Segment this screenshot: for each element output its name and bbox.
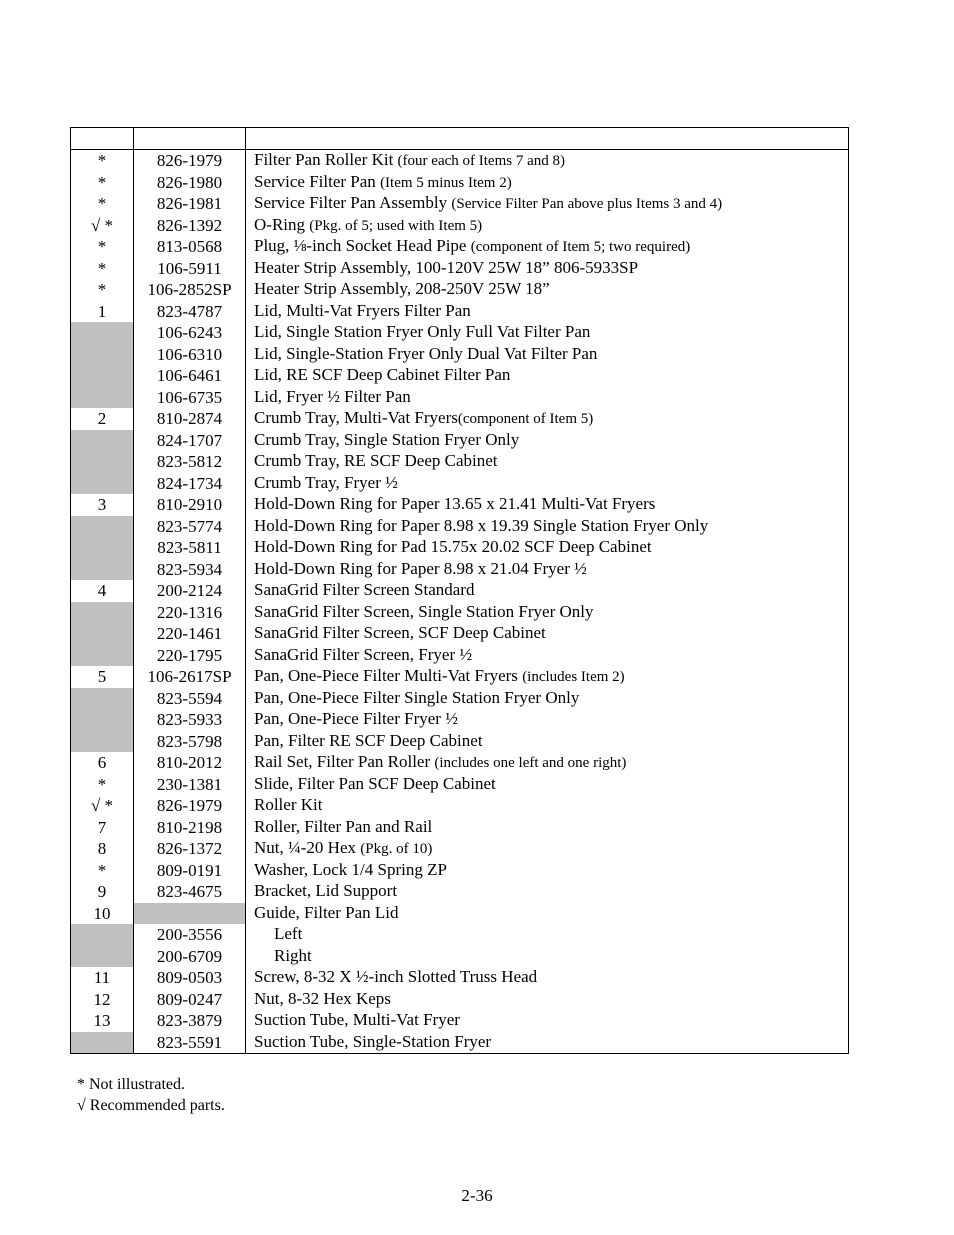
- description-text: Washer, Lock 1/4 Spring ZP: [254, 859, 447, 879]
- description-text: Pan, One-Piece Filter Fryer ½: [254, 709, 458, 729]
- description-text: Screw, 8-32 X ½-inch Slotted Truss Head: [254, 967, 538, 987]
- description-cell: [246, 774, 849, 796]
- table-row: [71, 881, 849, 903]
- table-row: [71, 623, 849, 645]
- table-row: [71, 946, 849, 968]
- description-note: (four each of Items 7 and 8): [397, 153, 565, 170]
- description-note: (component of Item 5): [457, 411, 594, 428]
- description-cell: [246, 1032, 849, 1054]
- description-note: (Item 5 minus Item 2): [380, 174, 512, 191]
- table-row: [71, 215, 849, 237]
- description-text: Hold-Down Ring for Pad 15.75x 20.02 SCF Deep Cabinet: [254, 537, 652, 557]
- item-number-cell: 1: [71, 301, 134, 323]
- table-row: [71, 473, 849, 495]
- part-number-cell: 810-2910: [134, 494, 246, 516]
- description-text: Lid, Multi-Vat Fryers Filter Pan: [254, 300, 471, 320]
- table-row: [71, 774, 849, 796]
- description-text: Left: [274, 924, 303, 944]
- part-number-cell: 809-0247: [134, 989, 246, 1011]
- page-number: 2-36: [461, 1186, 493, 1205]
- part-number-cell: 823-5594: [134, 688, 246, 710]
- item-number-cell: 4: [71, 580, 134, 602]
- table-row: [71, 193, 849, 215]
- description-cell: [246, 946, 849, 968]
- table-row: [71, 344, 849, 366]
- item-number-cell: [71, 559, 134, 581]
- table-row: [71, 1032, 849, 1054]
- description-text: Rail Set, Filter Pan Roller: [254, 752, 435, 772]
- item-number-cell: *: [71, 258, 134, 280]
- part-number-cell: 813-0568: [134, 236, 246, 258]
- item-number-cell: [71, 344, 134, 366]
- description-text: Hold-Down Ring for Paper 8.98 x 21.04 Fryer ½: [254, 558, 587, 578]
- description-cell: [246, 1010, 849, 1032]
- parts-table-body: [71, 128, 849, 1054]
- description-text: Crumb Tray, Fryer ½: [254, 472, 398, 492]
- table-row: [71, 258, 849, 280]
- item-number-cell: [71, 602, 134, 624]
- item-number-cell: [71, 451, 134, 473]
- description-cell: [246, 924, 849, 946]
- part-number-cell: 106-6310: [134, 344, 246, 366]
- table-row: [71, 860, 849, 882]
- item-number-cell: [71, 709, 134, 731]
- table-row: [71, 580, 849, 602]
- item-number-cell: [71, 322, 134, 344]
- part-number-cell: 824-1707: [134, 430, 246, 452]
- item-number-cell: *: [71, 774, 134, 796]
- item-number-cell: [71, 473, 134, 495]
- part-number-cell: 220-1316: [134, 602, 246, 624]
- part-number-cell: 823-3879: [134, 1010, 246, 1032]
- part-number-cell: 826-1979: [134, 795, 246, 817]
- item-number-cell: 3: [71, 494, 134, 516]
- description-text: Pan, Filter RE SCF Deep Cabinet: [254, 730, 483, 750]
- description-cell: [246, 322, 849, 344]
- description-text: O-Ring: [254, 214, 310, 234]
- part-number-cell: 826-1372: [134, 838, 246, 860]
- part-number-cell: 809-0503: [134, 967, 246, 989]
- table-row: [71, 150, 849, 172]
- header-cell-part-number: [134, 128, 246, 150]
- description-cell: [246, 623, 849, 645]
- item-number-cell: 6: [71, 752, 134, 774]
- description-cell: [246, 989, 849, 1011]
- table-row: [71, 924, 849, 946]
- part-number-cell: 809-0191: [134, 860, 246, 882]
- description-text: Pan, One-Piece Filter Single Station Fryer Only: [254, 687, 580, 707]
- part-number-cell: 823-5774: [134, 516, 246, 538]
- description-text: Heater Strip Assembly, 100-120V 25W 18” 806-5933SP: [254, 257, 639, 277]
- part-number-cell: 823-5933: [134, 709, 246, 731]
- table-row: [71, 709, 849, 731]
- description-cell: [246, 516, 849, 538]
- description-text: SanaGrid Filter Screen, Single Station Fryer Only: [254, 601, 594, 621]
- item-number-cell: 7: [71, 817, 134, 839]
- part-number-cell: 810-2012: [134, 752, 246, 774]
- table-row: [71, 236, 849, 258]
- item-number-cell: [71, 688, 134, 710]
- header-row: [71, 128, 849, 150]
- description-text: Nut, ¼-20 Hex: [254, 838, 361, 858]
- description-cell: [246, 666, 849, 688]
- description-cell: [246, 559, 849, 581]
- item-number-cell: *: [71, 279, 134, 301]
- item-number-cell: *: [71, 193, 134, 215]
- description-cell: [246, 817, 849, 839]
- description-cell: [246, 860, 849, 882]
- part-number-cell: 220-1795: [134, 645, 246, 667]
- item-number-cell: *: [71, 150, 134, 172]
- item-number-cell: *: [71, 172, 134, 194]
- part-number-cell: [134, 903, 246, 925]
- table-row: [71, 387, 849, 409]
- header-cell-item: [71, 128, 134, 150]
- item-number-cell: *: [71, 860, 134, 882]
- description-text: Lid, Fryer ½ Filter Pan: [254, 386, 411, 406]
- description-text: Hold-Down Ring for Paper 13.65 x 21.41 Multi-Vat Fryers: [254, 494, 656, 514]
- item-number-cell: 11: [71, 967, 134, 989]
- description-note: (includes one left and one right): [434, 755, 627, 772]
- item-number-cell: [71, 387, 134, 409]
- part-number-cell: 823-4675: [134, 881, 246, 903]
- item-number-cell: [71, 623, 134, 645]
- part-number-cell: 106-6735: [134, 387, 246, 409]
- description-text: Hold-Down Ring for Paper 8.98 x 19.39 Single Station Fryer Only: [254, 515, 709, 535]
- description-cell: [246, 752, 849, 774]
- part-number-cell: 823-5812: [134, 451, 246, 473]
- table-row: [71, 430, 849, 452]
- table-row: [71, 602, 849, 624]
- description-text: Slide, Filter Pan SCF Deep Cabinet: [254, 773, 496, 793]
- table-row: [71, 731, 849, 753]
- parts-table: [70, 127, 849, 1054]
- description-cell: [246, 408, 849, 430]
- description-text: Lid, Single-Station Fryer Only Dual Vat Filter Pan: [254, 343, 598, 363]
- description-text: SanaGrid Filter Screen Standard: [254, 580, 475, 600]
- description-text: Service Filter Pan Assembly: [254, 193, 452, 213]
- item-number-cell: [71, 1032, 134, 1054]
- part-number-cell: 824-1734: [134, 473, 246, 495]
- footnote-recommended: √ Recommended parts.: [77, 1097, 225, 1114]
- item-number-cell: [71, 731, 134, 753]
- description-cell: [246, 709, 849, 731]
- description-cell: [246, 903, 849, 925]
- description-text: Filter Pan Roller Kit: [254, 150, 398, 170]
- part-number-cell: 823-5811: [134, 537, 246, 559]
- footnote-not-illustrated: * Not illustrated.: [77, 1076, 185, 1093]
- table-row: [71, 967, 849, 989]
- description-text: Suction Tube, Single-Station Fryer: [254, 1031, 492, 1051]
- description-note: (Pkg. of 5; used with Item 5): [309, 217, 483, 234]
- table-row: [71, 172, 849, 194]
- table-row: [71, 408, 849, 430]
- description-cell: [246, 688, 849, 710]
- part-number-cell: 230-1381: [134, 774, 246, 796]
- description-cell: [246, 150, 849, 172]
- item-number-cell: 13: [71, 1010, 134, 1032]
- description-cell: [246, 731, 849, 753]
- description-cell: [246, 537, 849, 559]
- description-cell: [246, 301, 849, 323]
- table-row: [71, 989, 849, 1011]
- description-text: Pan, One-Piece Filter Multi-Vat Fryers: [254, 666, 523, 686]
- description-text: Roller, Filter Pan and Rail: [254, 816, 433, 836]
- description-note: (includes Item 2): [522, 669, 625, 686]
- description-cell: [246, 967, 849, 989]
- item-number-cell: 9: [71, 881, 134, 903]
- part-number-cell: 823-4787: [134, 301, 246, 323]
- item-number-cell: 2: [71, 408, 134, 430]
- item-number-cell: [71, 946, 134, 968]
- item-number-cell: [71, 430, 134, 452]
- description-text: Guide, Filter Pan Lid: [254, 902, 399, 922]
- description-cell: [246, 451, 849, 473]
- part-number-cell: 810-2198: [134, 817, 246, 839]
- part-number-cell: 826-1979: [134, 150, 246, 172]
- part-number-cell: 826-1392: [134, 215, 246, 237]
- description-text: Roller Kit: [254, 795, 323, 815]
- item-number-cell: [71, 645, 134, 667]
- table-row: [71, 1010, 849, 1032]
- description-text: Service Filter Pan: [254, 171, 381, 191]
- description-cell: [246, 494, 849, 516]
- description-cell: [246, 838, 849, 860]
- table-row: [71, 365, 849, 387]
- description-cell: [246, 215, 849, 237]
- description-text: Crumb Tray, Single Station Fryer Only: [254, 429, 520, 449]
- table-row: [71, 838, 849, 860]
- description-cell: [246, 172, 849, 194]
- description-cell: [246, 795, 849, 817]
- table-row: [71, 688, 849, 710]
- part-number-cell: 106-6243: [134, 322, 246, 344]
- description-note: (Service Filter Pan above plus Items 3 and 4): [451, 196, 723, 213]
- table-row: [71, 516, 849, 538]
- description-text: SanaGrid Filter Screen, Fryer ½: [254, 644, 473, 664]
- table-row: [71, 645, 849, 667]
- item-number-cell: 10: [71, 903, 134, 925]
- part-number-cell: 823-5934: [134, 559, 246, 581]
- description-note: (component of Item 5; two required): [470, 239, 691, 256]
- description-text: Crumb Tray, RE SCF Deep Cabinet: [254, 451, 498, 471]
- description-cell: [246, 602, 849, 624]
- part-number-cell: 826-1980: [134, 172, 246, 194]
- description-note: (Pkg. of 10): [360, 841, 433, 858]
- table-row: [71, 279, 849, 301]
- description-cell: [246, 279, 849, 301]
- item-number-cell: [71, 516, 134, 538]
- part-number-cell: 220-1461: [134, 623, 246, 645]
- item-number-cell: √ *: [71, 795, 134, 817]
- description-text: Suction Tube, Multi-Vat Fryer: [254, 1010, 460, 1030]
- item-number-cell: [71, 365, 134, 387]
- description-text: Nut, 8-32 Hex Keps: [254, 988, 391, 1008]
- table-row: [71, 817, 849, 839]
- item-number-cell: [71, 537, 134, 559]
- table-row: [71, 752, 849, 774]
- part-number-cell: 106-5911: [134, 258, 246, 280]
- table-row: [71, 494, 849, 516]
- table-row: [71, 559, 849, 581]
- table-row: [71, 537, 849, 559]
- table-row: [71, 795, 849, 817]
- description-cell: [246, 344, 849, 366]
- description-cell: [246, 645, 849, 667]
- description-cell: [246, 387, 849, 409]
- part-number-cell: 823-5798: [134, 731, 246, 753]
- table-row: [71, 451, 849, 473]
- description-text: Right: [274, 945, 312, 965]
- table-row: [71, 903, 849, 925]
- description-cell: [246, 193, 849, 215]
- description-text: Crumb Tray, Multi-Vat Fryers: [254, 408, 458, 428]
- item-number-cell: √ *: [71, 215, 134, 237]
- description-text: Plug, ⅛-inch Socket Head Pipe: [254, 236, 471, 256]
- table-row: [71, 301, 849, 323]
- description-text: Bracket, Lid Support: [254, 881, 398, 901]
- description-text: Lid, RE SCF Deep Cabinet Filter Pan: [254, 365, 511, 385]
- description-text: Heater Strip Assembly, 208-250V 25W 18”: [254, 279, 550, 299]
- description-text: Lid, Single Station Fryer Only Full Vat Filter Pan: [254, 322, 591, 342]
- table-row: [71, 666, 849, 688]
- description-cell: [246, 580, 849, 602]
- part-number-cell: 200-6709: [134, 946, 246, 968]
- part-number-cell: 200-3556: [134, 924, 246, 946]
- part-number-cell: 106-6461: [134, 365, 246, 387]
- description-cell: [246, 365, 849, 387]
- item-number-cell: 12: [71, 989, 134, 1011]
- part-number-cell: 823-5591: [134, 1032, 246, 1054]
- item-number-cell: [71, 924, 134, 946]
- item-number-cell: *: [71, 236, 134, 258]
- item-number-cell: 8: [71, 838, 134, 860]
- description-cell: [246, 430, 849, 452]
- description-text: SanaGrid Filter Screen, SCF Deep Cabinet: [254, 623, 546, 643]
- part-number-cell: 826-1981: [134, 193, 246, 215]
- part-number-cell: 200-2124: [134, 580, 246, 602]
- item-number-cell: 5: [71, 666, 134, 688]
- description-cell: [246, 236, 849, 258]
- description-cell: [246, 258, 849, 280]
- table-row: [71, 322, 849, 344]
- header-cell-description: [246, 128, 849, 150]
- description-cell: [246, 473, 849, 495]
- part-number-cell: 810-2874: [134, 408, 246, 430]
- part-number-cell: 106-2617SP: [134, 666, 246, 688]
- part-number-cell: 106-2852SP: [134, 279, 246, 301]
- description-cell: [246, 881, 849, 903]
